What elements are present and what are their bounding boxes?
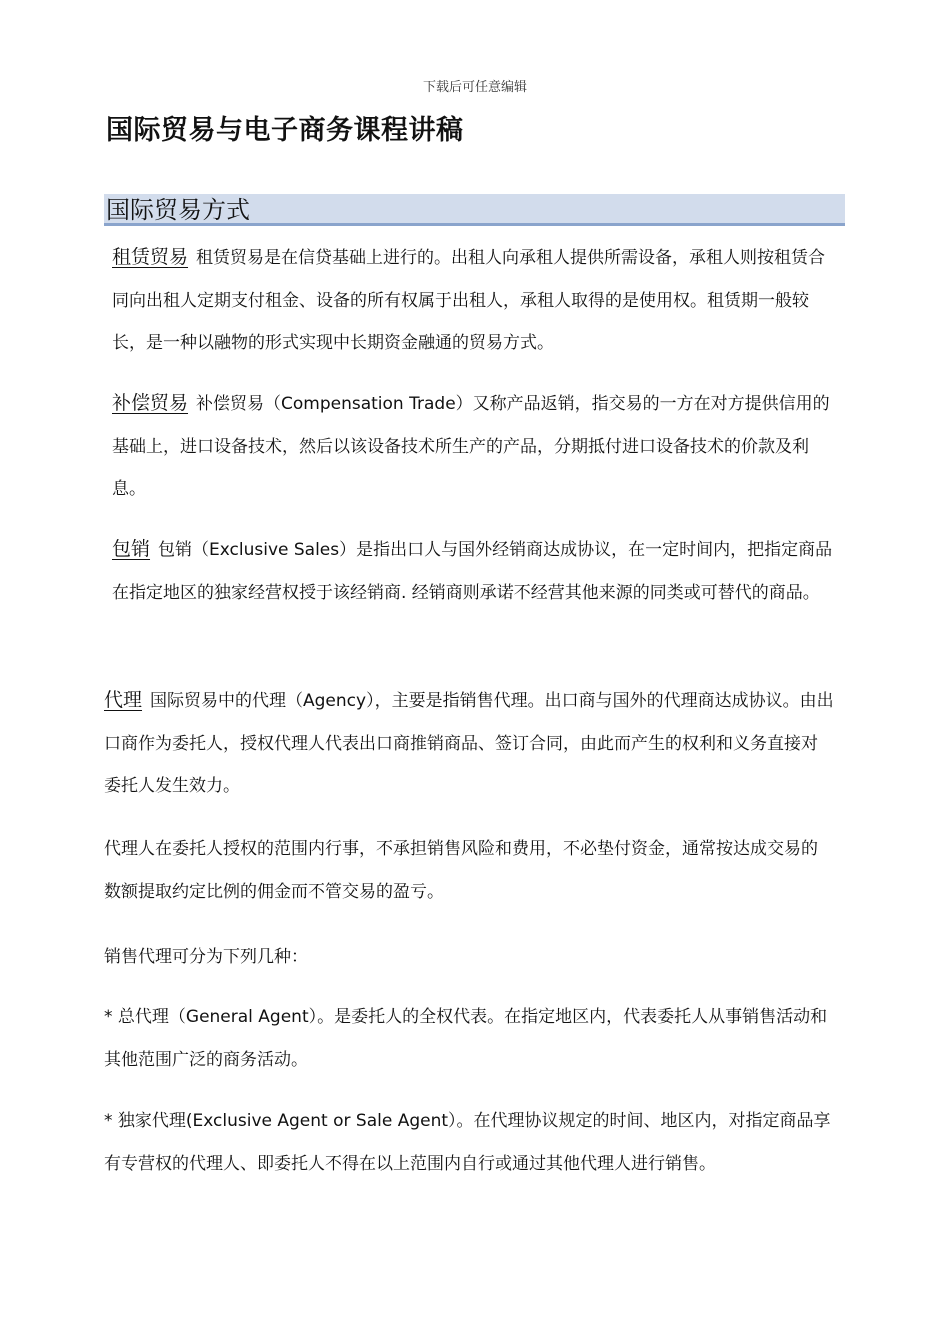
- list-item-exclusive-agent: * 独家代理(Exclusive Agent or Sale Agent）。在代理协议规定的时间、地区内，对指定商品享有专营权的代理人、即委托人不得在以上范围内自行或通过其他代理人进行销售。: [104, 1111, 831, 1174]
- term-compensation: 补偿贸易: [112, 392, 189, 414]
- term-exclusive-sales: 包销: [112, 538, 151, 560]
- text-exclusive-sales: 包销（Exclusive Sales）是指出口人与国外经销商达成协议，在一定时间内，把指定商品在指定地区的独家经营权授于该经销商. 经销商则承诺不经营其他来源的同类或可替代的商品。: [112, 540, 833, 603]
- paragraph-agency: [104, 679, 834, 808]
- text-compensation: 补偿贸易（Compensation Trade）又称产品返销，指交易的一方在对方提供信用的基础上，进口设备技术，然后以该设备技术所生产的产品，分期抵付进口设备技术的价款及利息。: [112, 394, 830, 499]
- paragraph-leasing: [112, 236, 834, 365]
- term-agency: 代理: [104, 689, 143, 711]
- text-agency: 国际贸易中的代理（Agency），主要是指销售代理。出口商与国外的代理商达成协议。由出口商作为委托人，授权代理人代表出口商推销商品、签订合同，由此而产生的权利和义务直接对委托人发生效力。: [104, 691, 834, 796]
- header-note: 下载后可任意编辑: [422, 80, 527, 95]
- text-leasing: 租赁贸易是在信贷基础上进行的。出租人向承租人提供所需设备，承租人则按租赁合同向出租人定期支付租金、设备的所有权属于出租人，承租人取得的是使用权。租赁期一般较长，是一种以融物的形式实现中长期资金融通的贸易方式。: [112, 248, 826, 353]
- paragraph-agency-commission: 代理人在委托人授权的范围内行事，不承担销售风险和费用，不必垫付资金，通常按达成交易的数额提取约定比例的佣金而不管交易的盈亏。: [104, 839, 818, 902]
- document-title: 国际贸易与电子商务课程讲稿: [106, 115, 464, 146]
- term-leasing: 租赁贸易: [112, 246, 189, 268]
- paragraph-compensation: [112, 382, 834, 511]
- section-heading: 国际贸易方式: [104, 194, 845, 226]
- list-item-general-agent: * 总代理（General Agent）。是委托人的全权代表。在指定地区内，代表委托人从事销售活动和其他范围广泛的商务活动。: [104, 1007, 828, 1070]
- paragraph-exclusive-sales: [112, 528, 834, 614]
- paragraph-agency-types: 销售代理可分为下列几种：: [104, 947, 308, 967]
